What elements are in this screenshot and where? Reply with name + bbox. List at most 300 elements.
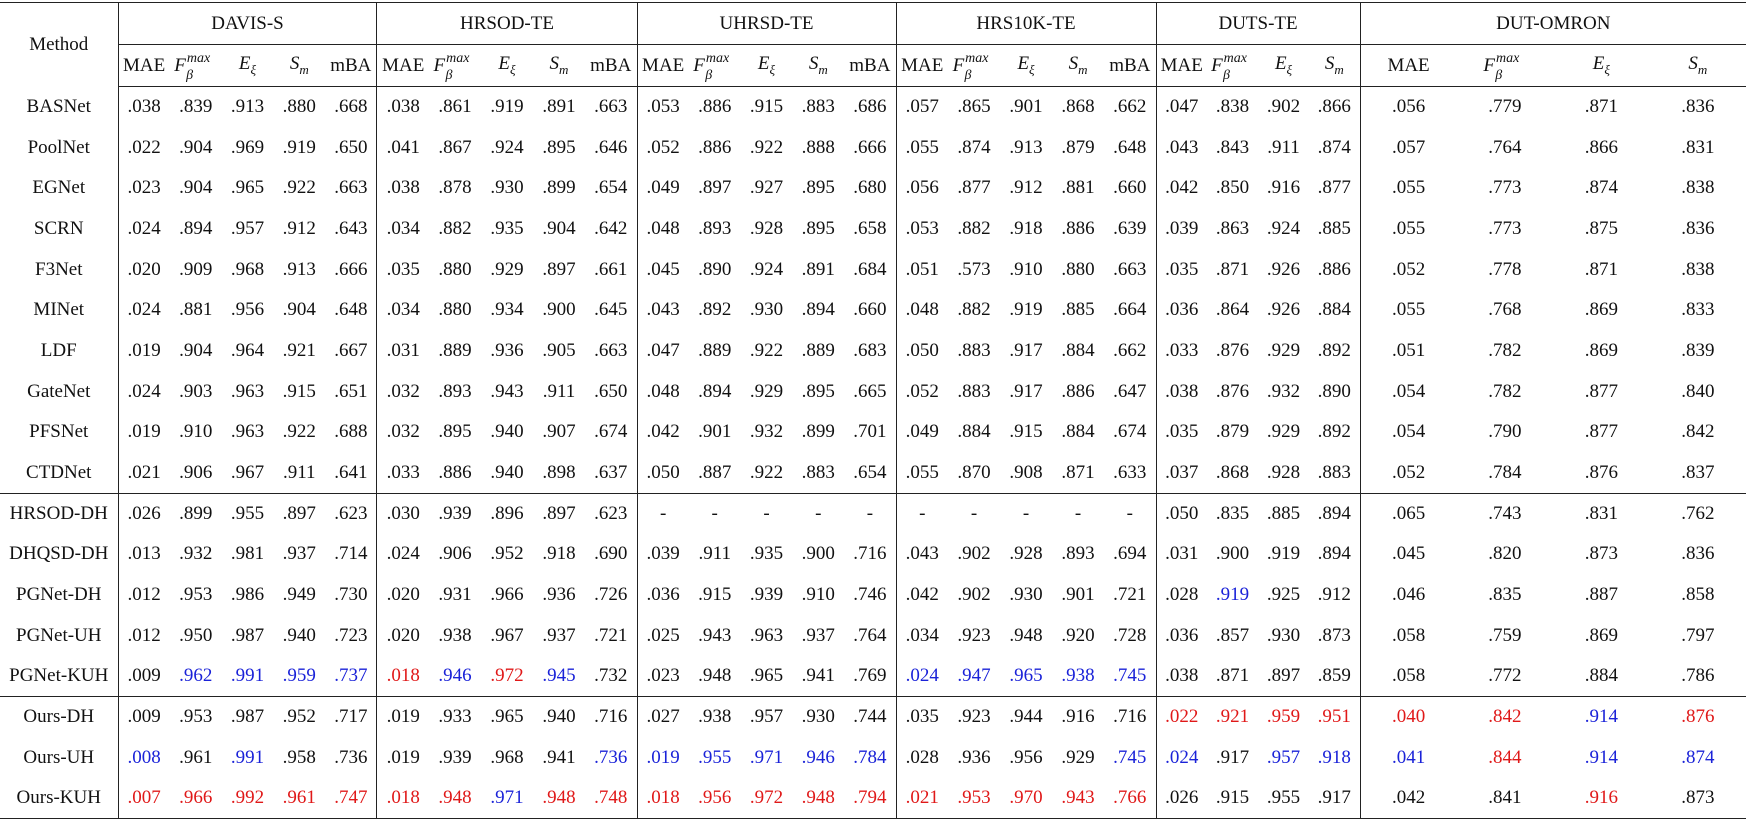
value-cell: .891 — [542, 96, 576, 118]
value-cell: .717 — [334, 706, 368, 728]
f-beta-max-label: $F^{max}_\beta$ — [693, 50, 730, 83]
value-cell: .869 — [1584, 299, 1618, 321]
value-cell: .726 — [594, 584, 628, 606]
value-cell: .923 — [957, 624, 991, 646]
value-cell: .968 — [230, 258, 265, 280]
value-cell: .906 — [438, 543, 472, 565]
value-cell: .948 — [792, 778, 844, 819]
value-cell: .919 — [1009, 299, 1043, 321]
value-cell: .844 — [1488, 746, 1522, 768]
value-cell: .918 — [1009, 217, 1043, 239]
value-cell: .764 — [1488, 136, 1522, 158]
value-cell: .877 — [1317, 177, 1351, 199]
value-cell: .019 — [377, 697, 429, 738]
value-cell: .665 — [853, 380, 887, 402]
value-cell: .034 — [377, 290, 429, 331]
method-name: BASNet — [26, 95, 91, 117]
value-cell: .040 — [1360, 697, 1457, 738]
value-cell: .048 — [896, 290, 948, 331]
value-cell: .038 — [118, 87, 170, 128]
metric-header — [948, 45, 1000, 87]
value-cell: .637 — [585, 453, 637, 494]
value-cell: .042 — [896, 575, 948, 616]
value-cell: .035 — [896, 697, 948, 738]
value-cell: .867 — [438, 136, 472, 158]
value-cell: .962 — [170, 656, 222, 697]
value-cell: .052 — [896, 371, 948, 412]
value-cell: .940 — [282, 624, 316, 646]
f-beta-max-label: $F^{max}_\beta$ — [433, 50, 470, 83]
value-cell: .968 — [490, 746, 524, 768]
value-cell: .890 — [1317, 380, 1351, 402]
f-beta-max-label: $F^{max}_\beta$ — [1211, 50, 1247, 83]
value-cell: .047 — [637, 331, 689, 372]
value-cell: .901 — [1061, 584, 1095, 606]
value-cell: .859 — [1309, 656, 1360, 697]
value-cell: .929 — [1266, 421, 1301, 443]
value-cell: .894 — [179, 217, 213, 239]
value-cell: .019 — [118, 331, 170, 372]
value-cell: .794 — [844, 778, 896, 819]
value-cell: .922 — [749, 339, 784, 361]
table-row — [0, 371, 1746, 412]
value-cell: .879 — [1061, 136, 1095, 158]
value-cell: .723 — [334, 624, 368, 646]
table-row — [0, 697, 1746, 738]
value-cell: .883 — [957, 380, 991, 402]
value-cell: .959 — [273, 656, 325, 697]
value-cell: .951 — [1317, 706, 1351, 728]
value-cell: .024 — [1156, 738, 1207, 779]
value-cell: .958 — [282, 746, 316, 768]
value-cell: .918 — [542, 543, 576, 565]
value-cell: .886 — [1061, 380, 1095, 402]
value-cell: .773 — [1488, 177, 1522, 199]
metric-header — [1207, 45, 1258, 87]
value-cell: .736 — [334, 746, 368, 768]
value-cell: .919 — [1266, 543, 1301, 565]
value-cell: .956 — [1009, 746, 1043, 768]
value-cell: .895 — [542, 136, 576, 158]
f-beta-max-label: $F^{max}_\beta$ — [174, 50, 211, 83]
value-cell: .930 — [1266, 624, 1301, 646]
value-cell: .905 — [542, 339, 576, 361]
value-cell: .052 — [1360, 249, 1457, 290]
value-cell: .686 — [853, 96, 887, 118]
value-cell: .865 — [957, 96, 991, 118]
value-cell: .883 — [1309, 453, 1360, 494]
value-cell: .840 — [1681, 380, 1715, 402]
value-cell: .963 — [230, 421, 265, 443]
value-cell: .026 — [1156, 778, 1207, 819]
value-cell: .034 — [377, 209, 429, 250]
value-cell: .028 — [1156, 575, 1207, 616]
value-cell: .884 — [1553, 656, 1650, 697]
value-cell: .908 — [1000, 453, 1052, 494]
s-m-label: $S_m$ — [1052, 45, 1104, 87]
metric-header: mBA — [844, 45, 896, 87]
value-cell: .893 — [1061, 543, 1095, 565]
value-cell: .885 — [1061, 299, 1095, 321]
value-cell: .663 — [334, 177, 368, 199]
value-cell: .901 — [1009, 96, 1043, 118]
value-cell: .972 — [741, 778, 793, 819]
table-row — [0, 453, 1746, 494]
value-cell: .647 — [1113, 380, 1147, 402]
value-cell: .894 — [801, 299, 835, 321]
value-cell: .881 — [179, 299, 213, 321]
value-cell: - — [815, 502, 822, 524]
value-cell: .952 — [490, 543, 524, 565]
value-cell: .836 — [1681, 96, 1715, 118]
value-cell: .948 — [533, 778, 585, 819]
value-cell: .873 — [1317, 624, 1351, 646]
method-name: DHQSD-DH — [9, 543, 109, 565]
value-cell: .043 — [896, 534, 948, 575]
value-cell: .694 — [1113, 543, 1147, 565]
value-cell: .022 — [1156, 697, 1207, 738]
value-cell: .943 — [1052, 778, 1104, 819]
value-cell: .871 — [1584, 96, 1618, 118]
table-row — [0, 168, 1746, 209]
value-cell: .666 — [853, 136, 887, 158]
value-cell: .900 — [542, 299, 576, 321]
method-column-header: Method — [0, 3, 118, 87]
value-cell: .034 — [896, 615, 948, 656]
table-row — [0, 249, 1746, 290]
table-row — [0, 87, 1746, 128]
value-cell: .701 — [853, 421, 887, 443]
value-cell: .957 — [1266, 746, 1301, 768]
value-cell: .790 — [1488, 421, 1522, 443]
value-cell: .967 — [490, 624, 524, 646]
value-cell: .899 — [801, 421, 835, 443]
value-cell: .019 — [377, 738, 429, 779]
e-xi-label: $E_\xi$ — [481, 45, 533, 87]
value-cell: .919 — [282, 136, 316, 158]
value-cell: .874 — [1317, 136, 1351, 158]
table-row — [0, 575, 1746, 616]
value-cell: .900 — [1215, 543, 1250, 565]
value-cell: .922 — [282, 421, 316, 443]
table-row — [0, 209, 1746, 250]
value-cell: .886 — [698, 136, 732, 158]
value-cell: .661 — [594, 258, 628, 280]
metric-header — [1457, 45, 1554, 87]
value-cell: .058 — [1360, 615, 1457, 656]
value-cell: .019 — [637, 738, 689, 779]
value-cell: .033 — [377, 453, 429, 494]
value-cell: .899 — [179, 502, 213, 524]
value-cell: .916 — [1553, 778, 1650, 819]
value-cell: .953 — [179, 584, 213, 606]
value-cell: .056 — [1360, 87, 1457, 128]
value-cell: .048 — [637, 209, 689, 250]
value-cell: .050 — [896, 331, 948, 372]
value-cell: .032 — [377, 371, 429, 412]
value-cell: .877 — [1584, 380, 1618, 402]
value-cell: .732 — [585, 656, 637, 697]
value-cell: .965 — [741, 656, 793, 697]
value-cell: .766 — [1104, 778, 1156, 819]
value-cell: .878 — [438, 177, 472, 199]
value-cell: .907 — [542, 421, 576, 443]
table-row — [0, 493, 1746, 534]
value-cell: .884 — [957, 421, 991, 443]
value-cell: .873 — [1584, 543, 1618, 565]
value-cell: .874 — [1584, 177, 1618, 199]
value-cell: .917 — [1309, 778, 1360, 819]
method-name: Ours-UH — [23, 746, 95, 768]
value-cell: .025 — [637, 615, 689, 656]
value-cell: .965 — [1000, 656, 1052, 697]
value-cell: .032 — [377, 412, 429, 453]
value-cell: .901 — [698, 421, 732, 443]
value-cell: .038 — [377, 87, 429, 128]
value-cell: .642 — [594, 217, 628, 239]
value-cell: .042 — [637, 412, 689, 453]
value-cell: .035 — [1156, 249, 1207, 290]
value-cell: .623 — [594, 502, 628, 524]
value-cell: .764 — [853, 624, 887, 646]
value-cell: .932 — [749, 421, 784, 443]
value-cell: .926 — [1266, 299, 1301, 321]
value-cell: .039 — [1156, 209, 1207, 250]
value-cell: .864 — [1215, 299, 1250, 321]
value-cell: .648 — [334, 299, 368, 321]
value-cell: .024 — [118, 371, 170, 412]
value-cell: .970 — [1000, 778, 1052, 819]
value-cell: .911 — [698, 543, 731, 565]
value-cell: .944 — [1009, 706, 1043, 728]
value-cell: .651 — [334, 380, 368, 402]
value-cell: .023 — [118, 168, 170, 209]
value-cell: .885 — [1317, 217, 1351, 239]
s-m-label: $S_m$ — [792, 45, 844, 87]
value-cell: .047 — [1156, 87, 1207, 128]
s-m-label: $S_m$ — [1650, 45, 1746, 87]
value-cell: .992 — [222, 778, 274, 819]
value-cell: .895 — [801, 217, 835, 239]
value-cell: .839 — [179, 96, 213, 118]
value-cell: .024 — [118, 209, 170, 250]
value-cell: .041 — [377, 127, 429, 168]
value-cell: .049 — [896, 412, 948, 453]
value-cell: .737 — [325, 656, 377, 697]
value-cell: .900 — [801, 543, 835, 565]
value-cell: .721 — [1113, 584, 1147, 606]
value-cell: .912 — [1317, 584, 1351, 606]
value-cell: .050 — [1156, 493, 1207, 534]
value-cell: .902 — [957, 543, 991, 565]
metric-header: mBA — [1104, 45, 1156, 87]
value-cell: .018 — [377, 656, 429, 697]
value-cell: .963 — [230, 380, 265, 402]
value-cell: .024 — [896, 656, 948, 697]
value-cell: .903 — [179, 380, 213, 402]
value-cell: .884 — [1061, 421, 1095, 443]
value-cell: .842 — [1681, 421, 1715, 443]
value-cell: .668 — [334, 96, 368, 118]
value-cell: .917 — [1009, 380, 1043, 402]
value-cell: .857 — [1215, 624, 1250, 646]
value-cell: .690 — [594, 543, 628, 565]
value-cell: .663 — [594, 339, 628, 361]
value-cell: .969 — [230, 136, 265, 158]
value-cell: .660 — [853, 299, 887, 321]
f-beta-max-label: $F^{max}_\beta$ — [1483, 50, 1520, 83]
value-cell: .927 — [749, 177, 784, 199]
value-cell: .902 — [1266, 96, 1301, 118]
value-cell: .023 — [637, 656, 689, 697]
value-cell: .745 — [1113, 746, 1147, 768]
value-cell: .021 — [896, 778, 948, 819]
value-cell: .020 — [118, 249, 170, 290]
value-cell: .841 — [1457, 778, 1554, 819]
value-cell: - — [896, 493, 948, 534]
results-table — [0, 2, 1746, 819]
value-cell: .892 — [1317, 339, 1351, 361]
e-xi-label: $E_\xi$ — [222, 45, 274, 87]
value-cell: .991 — [222, 656, 274, 697]
value-cell: .024 — [118, 290, 170, 331]
value-cell: .746 — [853, 584, 887, 606]
value-cell: .967 — [222, 453, 274, 494]
value-cell: .939 — [438, 502, 472, 524]
value-cell: .683 — [853, 339, 887, 361]
f-beta-max-label: $F^{max}_\beta$ — [952, 50, 989, 83]
table-row — [0, 331, 1746, 372]
value-cell: .031 — [1156, 534, 1207, 575]
value-cell: .835 — [1215, 502, 1250, 524]
value-cell: .963 — [749, 624, 784, 646]
value-cell: .915 — [749, 96, 784, 118]
value-cell: - — [711, 502, 718, 524]
method-name: LDF — [40, 339, 77, 361]
value-cell: .904 — [282, 299, 316, 321]
value-cell: - — [763, 502, 770, 524]
value-cell: .965 — [230, 177, 265, 199]
value-cell: .680 — [853, 177, 887, 199]
value-cell: .930 — [1009, 584, 1043, 606]
value-cell: .917 — [1215, 746, 1250, 768]
value-cell: .850 — [1215, 177, 1250, 199]
value-cell: .904 — [542, 217, 576, 239]
value-cell: .667 — [334, 339, 368, 361]
value-cell: .052 — [637, 127, 689, 168]
value-cell: .889 — [698, 339, 732, 361]
metric-header-row — [0, 45, 1746, 87]
e-xi-label: $E_\xi$ — [1258, 45, 1309, 87]
value-cell: .018 — [637, 778, 689, 819]
value-cell: .987 — [230, 706, 265, 728]
value-cell: .928 — [749, 217, 784, 239]
value-cell: .894 — [698, 380, 732, 402]
value-cell: .839 — [1681, 339, 1715, 361]
value-cell: .932 — [1266, 380, 1301, 402]
value-cell: .836 — [1681, 217, 1715, 239]
value-cell: .921 — [282, 339, 316, 361]
value-cell: .871 — [1052, 453, 1104, 494]
metric-header: MAE — [637, 45, 689, 87]
value-cell: .876 — [1215, 339, 1250, 361]
value-cell: .654 — [844, 453, 896, 494]
value-cell: .877 — [957, 177, 991, 199]
value-cell: .045 — [1360, 534, 1457, 575]
value-cell: .876 — [1553, 453, 1650, 494]
value-cell: .897 — [282, 502, 316, 524]
value-cell: .716 — [1113, 706, 1147, 728]
value-cell: .883 — [792, 453, 844, 494]
value-cell: .945 — [533, 656, 585, 697]
value-cell: .038 — [1156, 656, 1207, 697]
metric-header: MAE — [1156, 45, 1207, 87]
value-cell: .837 — [1650, 453, 1746, 494]
value-cell: .820 — [1488, 543, 1522, 565]
value-cell: .991 — [230, 746, 265, 768]
value-cell: .902 — [957, 584, 991, 606]
value-cell: .664 — [1113, 299, 1147, 321]
value-cell: .971 — [749, 746, 784, 768]
value-cell: .911 — [1267, 136, 1300, 158]
value-cell: .065 — [1360, 493, 1457, 534]
value-cell: .721 — [594, 624, 628, 646]
value-cell: .021 — [118, 453, 170, 494]
value-cell: .987 — [230, 624, 265, 646]
value-cell: .643 — [334, 217, 368, 239]
value-cell: .041 — [1360, 738, 1457, 779]
value-cell: .743 — [1488, 502, 1522, 524]
value-cell: .873 — [1650, 778, 1746, 819]
value-cell: .912 — [1009, 177, 1043, 199]
value-cell: .633 — [1104, 453, 1156, 494]
value-cell: .941 — [542, 746, 576, 768]
value-cell: .920 — [1061, 624, 1095, 646]
method-name: F3Net — [35, 258, 83, 280]
metric-header: MAE — [896, 45, 948, 87]
value-cell: .052 — [1360, 453, 1457, 494]
value-cell: .904 — [179, 339, 213, 361]
value-cell: .674 — [594, 421, 628, 443]
value-cell: .684 — [853, 258, 887, 280]
metric-header — [170, 45, 222, 87]
value-cell: .882 — [957, 217, 991, 239]
value-cell: .957 — [749, 706, 784, 728]
table-row — [0, 534, 1746, 575]
value-cell: .904 — [179, 136, 213, 158]
value-cell: .759 — [1488, 624, 1522, 646]
value-cell: .008 — [118, 738, 170, 779]
value-cell: .919 — [1215, 584, 1250, 606]
table-row — [0, 290, 1746, 331]
value-cell: .028 — [896, 738, 948, 779]
value-cell: .910 — [801, 584, 835, 606]
value-cell: .875 — [1584, 217, 1618, 239]
value-cell: .043 — [1156, 127, 1207, 168]
value-cell: .880 — [1061, 258, 1095, 280]
value-cell: .666 — [334, 258, 368, 280]
value-cell: .924 — [749, 258, 784, 280]
value-cell: .045 — [637, 249, 689, 290]
value-cell: .911 — [273, 453, 325, 494]
value-cell: .894 — [1317, 543, 1351, 565]
s-m-label: $S_m$ — [533, 45, 585, 87]
value-cell: .662 — [1113, 96, 1147, 118]
value-cell: .054 — [1360, 371, 1457, 412]
value-cell: .036 — [1156, 615, 1207, 656]
value-cell: .966 — [170, 778, 222, 819]
value-cell: .728 — [1113, 624, 1147, 646]
